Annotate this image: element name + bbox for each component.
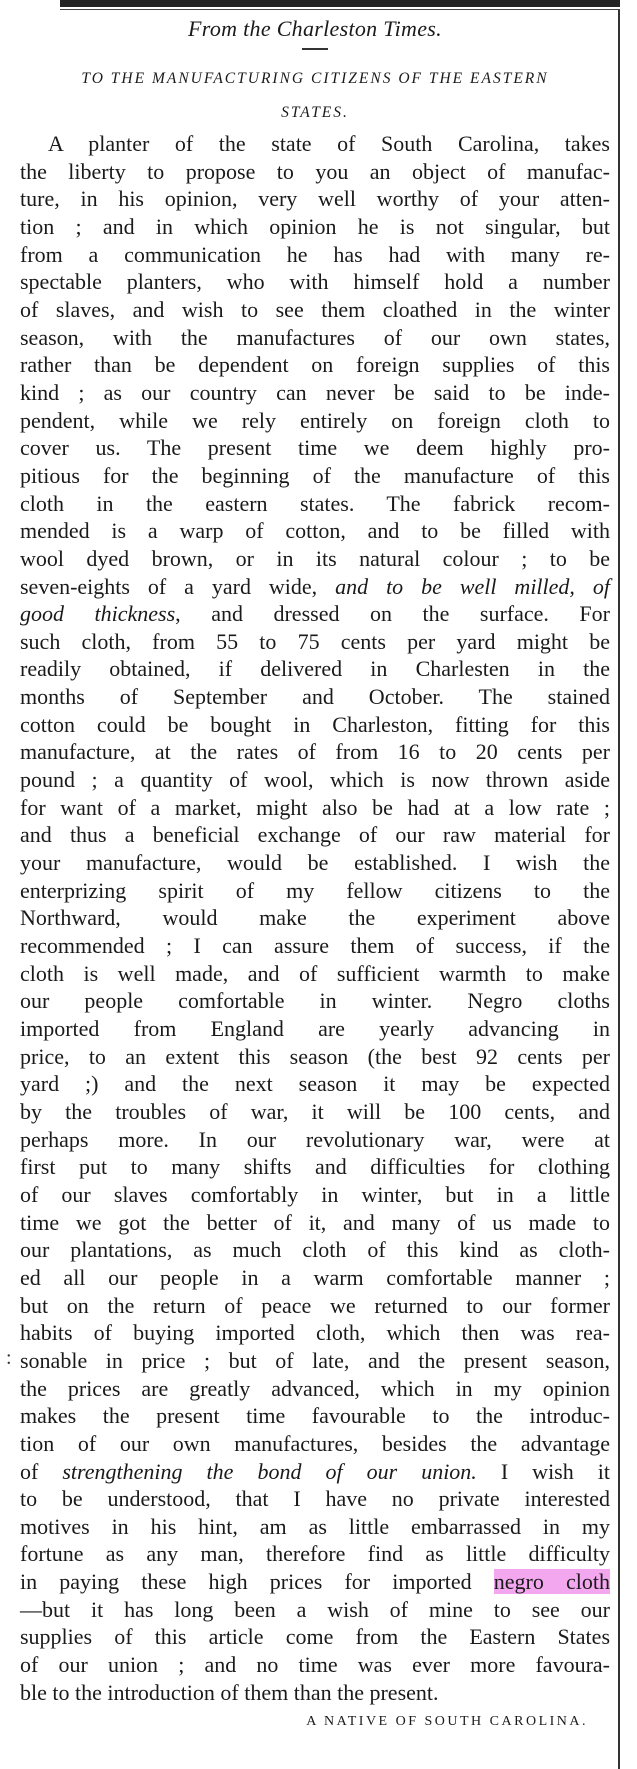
body-line	[20, 434, 610, 462]
headline-line-2: STATES.	[281, 104, 349, 121]
body-line	[20, 517, 610, 545]
headline-line-1: TO THE MANUFACTURING CITIZENS OF THE EASTERN	[81, 70, 549, 87]
body-line	[20, 1098, 610, 1126]
body-line	[20, 738, 610, 766]
line-text: the liberty to propose to you an object of manufac-	[20, 158, 610, 184]
line-text: the prices are greatly advanced, which in my opinion	[20, 1375, 610, 1401]
line-text: supplies of this article come from the Eastern States	[20, 1624, 610, 1650]
line-text: seven-eights of a yard wide,	[20, 573, 336, 599]
body-line	[20, 1679, 610, 1707]
body-line	[20, 407, 610, 435]
line-text: first put to many shifts and difficulties for clothing	[20, 1154, 610, 1180]
article-source: From the Charleston Times.	[188, 16, 442, 41]
body-line	[20, 849, 610, 877]
line-text: pitious for the beginning of the manufacture of this	[20, 462, 610, 488]
line-text: kind ; as our country can never be said to be inde-	[20, 379, 610, 405]
body-line	[20, 766, 610, 794]
italic-phrase: good thickness	[20, 601, 176, 627]
line-text: cotton could be bought in Charleston, fitting for this	[20, 711, 610, 737]
highlighted-phrase: negro cloth	[493, 1569, 610, 1595]
line-text: recommended ; I can assure them of success, if the	[20, 933, 610, 959]
line-text: price, to an extent this season (the best 92 cents per	[20, 1043, 610, 1069]
body-line	[20, 1319, 610, 1347]
line-text: —but it has long been a wish of mine to see our	[20, 1596, 610, 1622]
body-line	[20, 1264, 610, 1292]
body-line	[20, 241, 610, 269]
line-text: to be understood, that I have no private interested	[20, 1486, 610, 1512]
body-line	[20, 600, 610, 628]
masthead-rule-thick	[60, 0, 620, 7]
line-text: perhaps more. In our revolutionary war, were at	[20, 1126, 610, 1152]
body-line	[20, 213, 610, 241]
line-text: wool dyed brown, or in its natural colour ; to be	[20, 545, 610, 571]
line-text: manufacture, at the rates of from 16 to 20 cents per	[20, 739, 610, 765]
line-text: rather than be dependent on foreign supplies of this	[20, 352, 610, 378]
body-line	[20, 1292, 610, 1320]
line-text: pendent, while we rely entirely on foreign cloth to	[20, 407, 610, 433]
body-line	[20, 794, 610, 822]
body-line	[20, 268, 610, 296]
line-text: for want of a market, might also be had at a low rate ;	[20, 794, 610, 820]
line-text: of our slaves comfortably in winter, but in a little	[20, 1181, 610, 1207]
body-line	[20, 683, 610, 711]
article-body	[20, 130, 610, 1706]
line-text: time we got the better of it, and many of us made to	[20, 1209, 610, 1235]
body-line	[20, 130, 610, 158]
line-text: cover us. The present time we deem highly pro-	[20, 435, 610, 461]
body-line	[20, 1209, 610, 1237]
line-text: motives in his hint, am as little embarrassed in my	[20, 1513, 610, 1539]
body-line	[20, 1430, 610, 1458]
line-text: spectable planters, who with himself hold a number	[20, 269, 610, 295]
body-line	[20, 628, 610, 656]
line-text: tion of our own manufactures, besides the advantage	[20, 1430, 610, 1456]
body-line	[20, 462, 610, 490]
body-line	[20, 1485, 610, 1513]
body-line	[20, 1568, 610, 1596]
body-line	[20, 1375, 610, 1403]
body-line	[20, 655, 610, 683]
body-line	[20, 1458, 610, 1486]
body-line	[20, 821, 610, 849]
line-text: habits of buying imported cloth, which then was rea-	[20, 1320, 610, 1346]
line-text: in paying these high prices for imported	[20, 1569, 494, 1595]
body-line	[20, 1651, 610, 1679]
body-line	[20, 1070, 610, 1098]
line-text: ble to the introduction of them than the present.	[20, 1679, 439, 1705]
body-line	[20, 324, 610, 352]
line-text: ed all our people in a warm comfortable manner ;	[20, 1264, 610, 1290]
line-text: months of September and October. The stained	[20, 684, 610, 710]
italic-phrase: strengthening the bond of our union.	[62, 1458, 477, 1484]
line-text: season, with the manufactures of our own states,	[20, 324, 610, 350]
body-line	[20, 379, 610, 407]
body-line	[20, 545, 610, 573]
line-text: makes the present time favourable to the introduc-	[20, 1403, 610, 1429]
line-text: A planter of the state of South Carolina, takes	[48, 131, 610, 156]
line-text: of	[20, 1458, 63, 1484]
margin-mark: :	[6, 1347, 12, 1369]
body-line	[20, 1126, 610, 1154]
body-line	[20, 877, 610, 905]
line-text: fortune as any man, therefore find as little difficulty	[20, 1541, 610, 1567]
body-line	[20, 1623, 610, 1651]
article-headline	[20, 62, 610, 130]
body-line	[20, 932, 610, 960]
body-line	[20, 1596, 610, 1624]
line-text: cloth is well made, and of sufficient warmth to make	[20, 960, 610, 986]
line-text: yard ;) and the next season it may be expected	[20, 1071, 610, 1097]
body-line	[20, 1043, 610, 1071]
body-line	[20, 960, 610, 988]
source-divider	[302, 48, 328, 50]
column-rule	[618, 10, 620, 1769]
line-text: our plantations, as much cloth of this kind as cloth-	[20, 1237, 610, 1263]
line-text: such cloth, from 55 to 75 cents per yard might be	[20, 628, 610, 654]
line-text: by the troubles of war, it will be 100 cents, and	[20, 1098, 610, 1124]
body-line	[20, 1181, 610, 1209]
body-line	[20, 904, 610, 932]
body-line	[20, 1347, 610, 1375]
italic-phrase: and to be well milled, of	[335, 573, 610, 599]
article-column	[20, 16, 610, 1730]
line-text: of our union ; and no time was ever more favoura-	[20, 1652, 610, 1678]
line-text: our people comfortable in winter. Negro cloths	[20, 988, 610, 1014]
line-text: from a communication he has had with many re-	[20, 241, 610, 267]
line-text: readily obtained, if delivered in Charlesten in the	[20, 656, 610, 682]
body-line	[20, 158, 610, 186]
body-line	[20, 1153, 610, 1181]
body-line	[20, 351, 610, 379]
body-line	[20, 1513, 610, 1541]
line-text: mended is a warp of cotton, and to be filled with	[20, 518, 610, 544]
line-text: imported from England are yearly advancing in	[20, 1016, 610, 1041]
line-text: of slaves, and wish to see them cloathed in the winter	[20, 296, 610, 322]
line-text: Northward, would make the experiment above	[20, 905, 610, 931]
line-text: sonable in price ; but of late, and the present season,	[20, 1347, 610, 1373]
body-line	[20, 490, 610, 518]
line-text: , and dressed on the surface. For	[175, 601, 610, 627]
line-text: I wish it	[476, 1458, 610, 1484]
body-line	[20, 296, 610, 324]
body-line	[20, 711, 610, 739]
body-line	[20, 573, 610, 601]
line-text: your manufacture, would be established. I wish the	[20, 850, 610, 876]
body-line	[20, 1015, 610, 1043]
body-line	[20, 1540, 610, 1568]
body-line	[20, 185, 610, 213]
body-line	[20, 1236, 610, 1264]
body-line	[20, 1402, 610, 1430]
body-line	[20, 987, 610, 1015]
line-text: but on the return of peace we returned to our former	[20, 1292, 610, 1318]
line-text: enterprizing spirit of my fellow citizens to the	[20, 877, 610, 903]
article-signature: A NATIVE OF SOUTH CAROLINA.	[306, 1714, 588, 1730]
line-text: tion ; and in which opinion he is not singular, but	[20, 213, 610, 239]
line-text: and thus a beneficial exchange of our raw material for	[20, 822, 610, 848]
masthead-rule-thin	[60, 9, 620, 10]
line-text: ture, in his opinion, very well worthy of your atten-	[20, 186, 610, 212]
line-text: pound ; a quantity of wool, which is now thrown aside	[20, 767, 610, 793]
line-text: cloth in the eastern states. The fabrick recom-	[20, 490, 610, 516]
